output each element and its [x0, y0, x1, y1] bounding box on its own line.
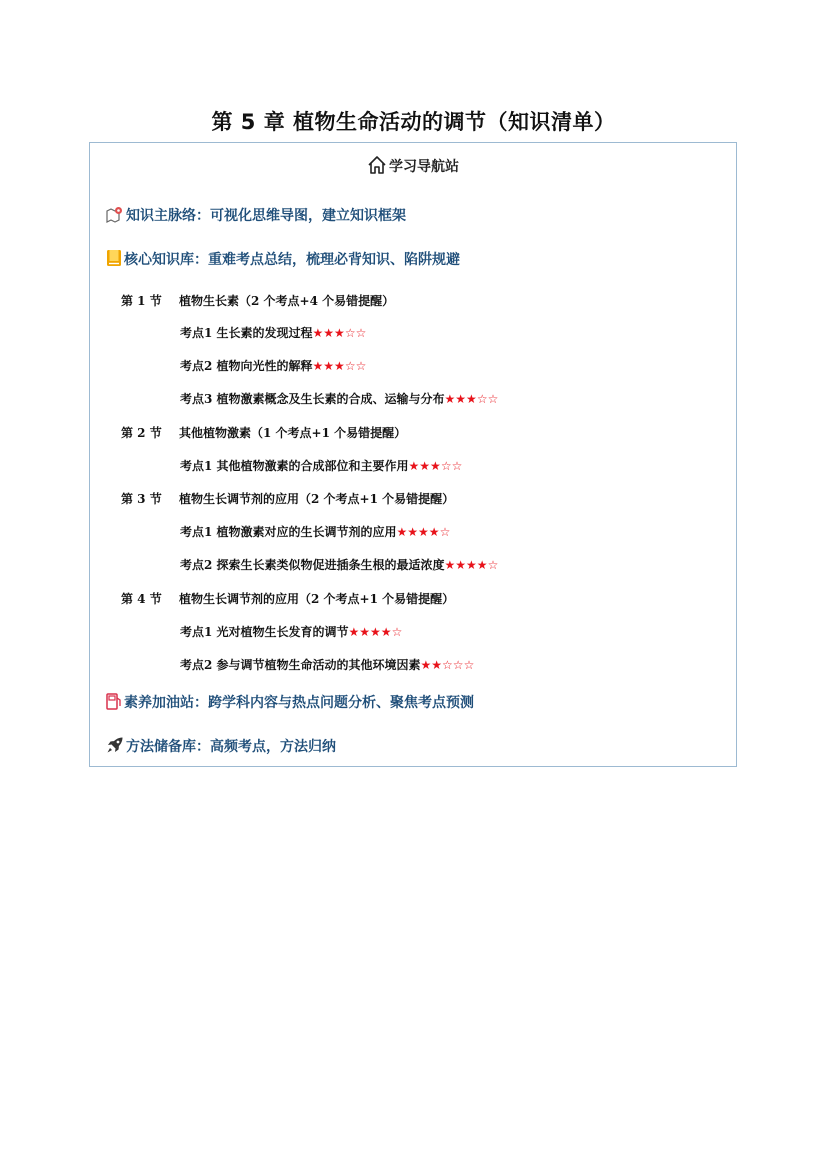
chapter-number: 第 1 节 — [121, 294, 162, 308]
section-method-desc: 高频考点，方法归纳 — [210, 739, 336, 755]
exam-point-row — [180, 656, 474, 673]
exam-point-row — [180, 390, 498, 407]
rating-stars — [313, 326, 367, 340]
chapter-title: 其他植物激素（1 个考点+1 个易错提醒） — [179, 426, 407, 440]
rating-stars — [421, 658, 475, 672]
chapter-title: 植物生长调节剂的应用（2 个考点+1 个易错提醒） — [179, 492, 455, 506]
section-core-desc: 重难考点总结，梳理必背知识、陷阱规避 — [208, 252, 460, 268]
empty-stars: ☆☆☆ — [442, 658, 475, 672]
empty-stars: ☆ — [487, 558, 499, 572]
book-icon — [106, 249, 122, 271]
section-mindmap-desc: 可视化思维导图，建立知识框架 — [210, 208, 406, 224]
nav-header — [90, 155, 736, 179]
empty-stars: ☆☆ — [344, 326, 367, 340]
exam-point-label: 考点1 植物激素对应的生长调节剂的应用 — [180, 525, 397, 539]
empty-stars: ☆☆ — [344, 359, 367, 373]
rating-stars — [397, 525, 451, 539]
chapter-row — [121, 590, 454, 607]
chapter-number: 第 3 节 — [121, 492, 162, 506]
section-method[interactable] — [106, 736, 336, 758]
exam-point-label: 考点1 其他植物激素的合成部位和主要作用 — [180, 459, 409, 473]
chapter-row — [121, 490, 454, 507]
chapter-row — [121, 292, 394, 309]
filled-stars: ★★★ — [312, 326, 345, 340]
section-literacy-name: 素养加油站： — [124, 695, 208, 711]
exam-point-label: 考点2 探索生长素类似物促进插条生根的最适浓度 — [180, 558, 445, 572]
chapter-title: 植物生长素（2 个考点+4 个易错提醒） — [179, 294, 395, 308]
rating-stars — [445, 558, 499, 572]
chapter-row — [121, 424, 406, 441]
learning-navigation-box — [89, 142, 737, 767]
exam-point-label: 考点2 植物向光性的解释 — [180, 359, 313, 373]
exam-point-row — [180, 324, 366, 341]
filled-stars: ★★★ — [444, 392, 477, 406]
document-title: 第 5 章 植物生命活动的调节（知识清单） — [211, 110, 616, 134]
chapter-title: 植物生长调节剂的应用（2 个考点+1 个易错提醒） — [179, 592, 455, 606]
exam-point-row — [180, 556, 498, 573]
filled-stars: ★★★★ — [444, 558, 488, 572]
filled-stars: ★★ — [420, 658, 443, 672]
section-mindmap[interactable] — [106, 205, 406, 227]
exam-point-label: 考点3 植物激素概念及生长素的合成、运输与分布 — [180, 392, 445, 406]
filled-stars: ★★★★ — [348, 625, 392, 639]
exam-point-label: 考点1 生长素的发现过程 — [180, 326, 313, 340]
chapter-number: 第 4 节 — [121, 592, 162, 606]
exam-point-row — [180, 623, 402, 640]
section-literacy-desc: 跨学科内容与热点问题分析、聚焦考点预测 — [208, 695, 474, 711]
filled-stars: ★★★★ — [396, 525, 440, 539]
filled-stars: ★★★ — [312, 359, 345, 373]
exam-point-row — [180, 457, 462, 474]
nav-header-label: 学习导航站 — [389, 159, 459, 175]
section-mindmap-name: 知识主脉络： — [126, 208, 210, 224]
home-icon — [367, 155, 387, 179]
section-literacy[interactable] — [106, 692, 474, 714]
map-pin-icon — [106, 206, 124, 227]
section-method-name: 方法储备库： — [126, 739, 210, 755]
chapter-number: 第 2 节 — [121, 426, 162, 440]
exam-point-label: 考点1 光对植物生长发育的调节 — [180, 625, 349, 639]
empty-stars: ☆ — [439, 525, 451, 539]
section-core[interactable] — [106, 249, 460, 271]
exam-point-row — [180, 523, 450, 540]
empty-stars: ☆ — [391, 625, 403, 639]
exam-point-row — [180, 357, 366, 374]
fuel-icon — [106, 692, 122, 714]
rating-stars — [313, 359, 367, 373]
rocket-icon — [106, 736, 124, 758]
empty-stars: ☆☆ — [476, 392, 499, 406]
rating-stars — [349, 625, 403, 639]
rating-stars — [409, 459, 463, 473]
exam-point-label: 考点2 参与调节植物生命活动的其他环境因素 — [180, 658, 421, 672]
section-core-name: 核心知识库： — [124, 252, 208, 268]
filled-stars: ★★★ — [408, 459, 441, 473]
empty-stars: ☆☆ — [440, 459, 463, 473]
rating-stars — [445, 392, 499, 406]
